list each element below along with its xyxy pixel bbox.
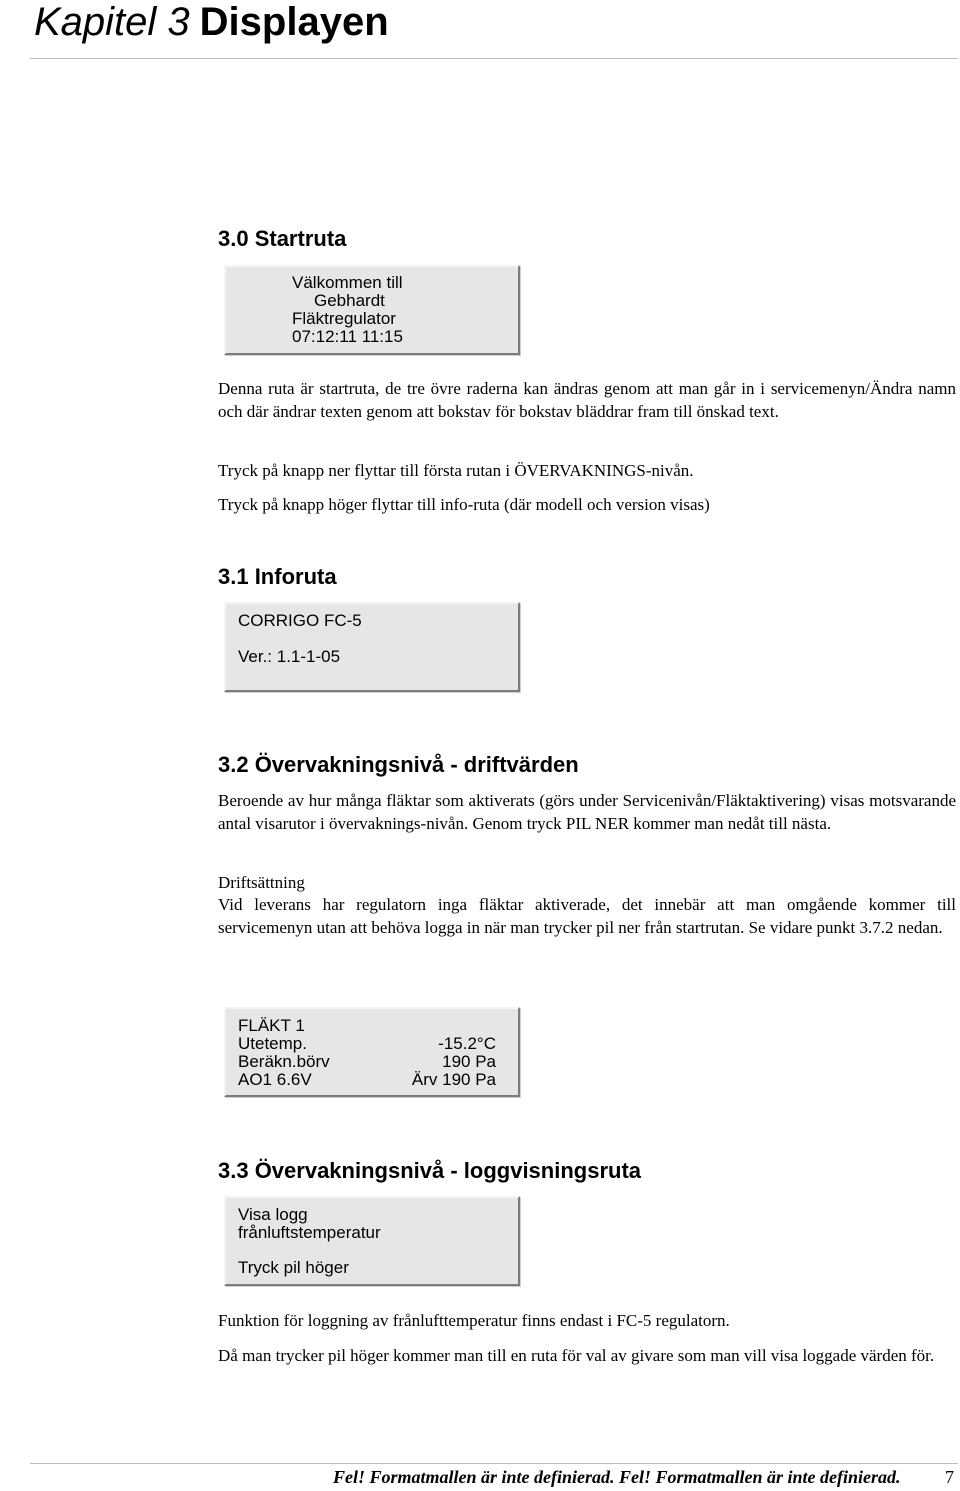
- display-output-label: AO1 6.6V: [238, 1070, 312, 1089]
- paragraph-startruta: Denna ruta är startruta, de tre övre raderna kan ändras genom att man går in i servicemenyn/Ändra namn och där ändrar texten genom att bokstav för bokstav bläddrar fram till önskad text.: [218, 379, 956, 421]
- note-down-button: Tryck på knapp ner flyttar till första rutan i ÖVERVAKNINGS-nivån.: [218, 461, 694, 480]
- chapter-number: Kapitel 3: [34, 0, 190, 44]
- paragraph-loggning: Funktion för loggning av frånlufttemperatur finns endast i FC-5 regulatorn.: [218, 1311, 730, 1330]
- footer-error-text: Fel! Formatmallen är inte definierad.: [618, 1467, 901, 1487]
- display-actual-value: Ärv 190 Pa: [411, 1070, 496, 1089]
- display-outdoor-temp-label: Utetemp.: [238, 1034, 307, 1053]
- display-version: Ver.: 1.1-1-05: [238, 647, 341, 666]
- display-loggvisning: [224, 1196, 520, 1286]
- display-line: Tryck pil höger: [238, 1258, 349, 1277]
- note-right-button: Tryck på knapp höger flyttar till info-ruta (där modell och version visas): [218, 495, 710, 514]
- display-line: Visa logg: [238, 1205, 308, 1224]
- display-setpoint-label: Beräkn.börv: [238, 1052, 330, 1071]
- section-heading-inforuta: 3.1 Inforuta: [218, 564, 337, 589]
- display-flakt: [224, 1007, 520, 1097]
- paragraph-driftvarden: Beroende av hur många fläktar som aktiverats (görs under Servicenivån/Fläktaktivering) visas motsvarande antal visarutor i övervaknings-nivån. Genom tryck PIL NER kommer man nedåt till nästa.: [218, 791, 956, 833]
- display-line: Gebhardt: [314, 291, 385, 310]
- chapter-heading: [34, 0, 389, 44]
- section-heading-startruta: 3.0 Startruta: [218, 226, 347, 251]
- paragraph-driftsattning: Vid leverans har regulatorn inga fläktar aktiverade, det innebär att man omgående kommer till servicemenyn utan att behöva logga in när man trycker pil ner från startrutan. Se vidare punkt 3.7.2 nedan.: [218, 895, 956, 937]
- subheading-driftsattning: Driftsättning: [218, 873, 305, 892]
- display-line: Välkommen till: [292, 273, 403, 292]
- footer-error-text: Fel! Formatmallen är inte definierad.: [332, 1467, 615, 1487]
- section-heading-driftvarden: 3.2 Övervakningsnivå - driftvärden: [218, 752, 579, 777]
- page-footer: [333, 1466, 954, 1488]
- display-line: frånluftstemperatur: [238, 1223, 381, 1242]
- display-startruta: [224, 265, 520, 355]
- header-divider: [30, 58, 958, 59]
- display-setpoint-value: 190 Pa: [442, 1052, 496, 1071]
- display-line: Fläktregulator: [292, 309, 396, 328]
- display-title: FLÄKT 1: [238, 1016, 305, 1035]
- section-heading-loggvisning: 3.3 Övervakningsnivå - loggvisningsruta: [218, 1158, 642, 1183]
- display-model: CORRIGO FC-5: [238, 611, 362, 630]
- display-line: 07:12:11 11:15: [292, 327, 403, 346]
- page-number: 7: [945, 1467, 954, 1487]
- footer-divider: [30, 1463, 958, 1464]
- display-outdoor-temp-value: -15.2°C: [438, 1034, 496, 1053]
- chapter-title: Displayen: [199, 0, 389, 44]
- paragraph-givare: Då man trycker pil höger kommer man till en ruta för val av givare som man vill visa loggade värden för.: [218, 1346, 935, 1365]
- display-inforuta: [224, 602, 520, 692]
